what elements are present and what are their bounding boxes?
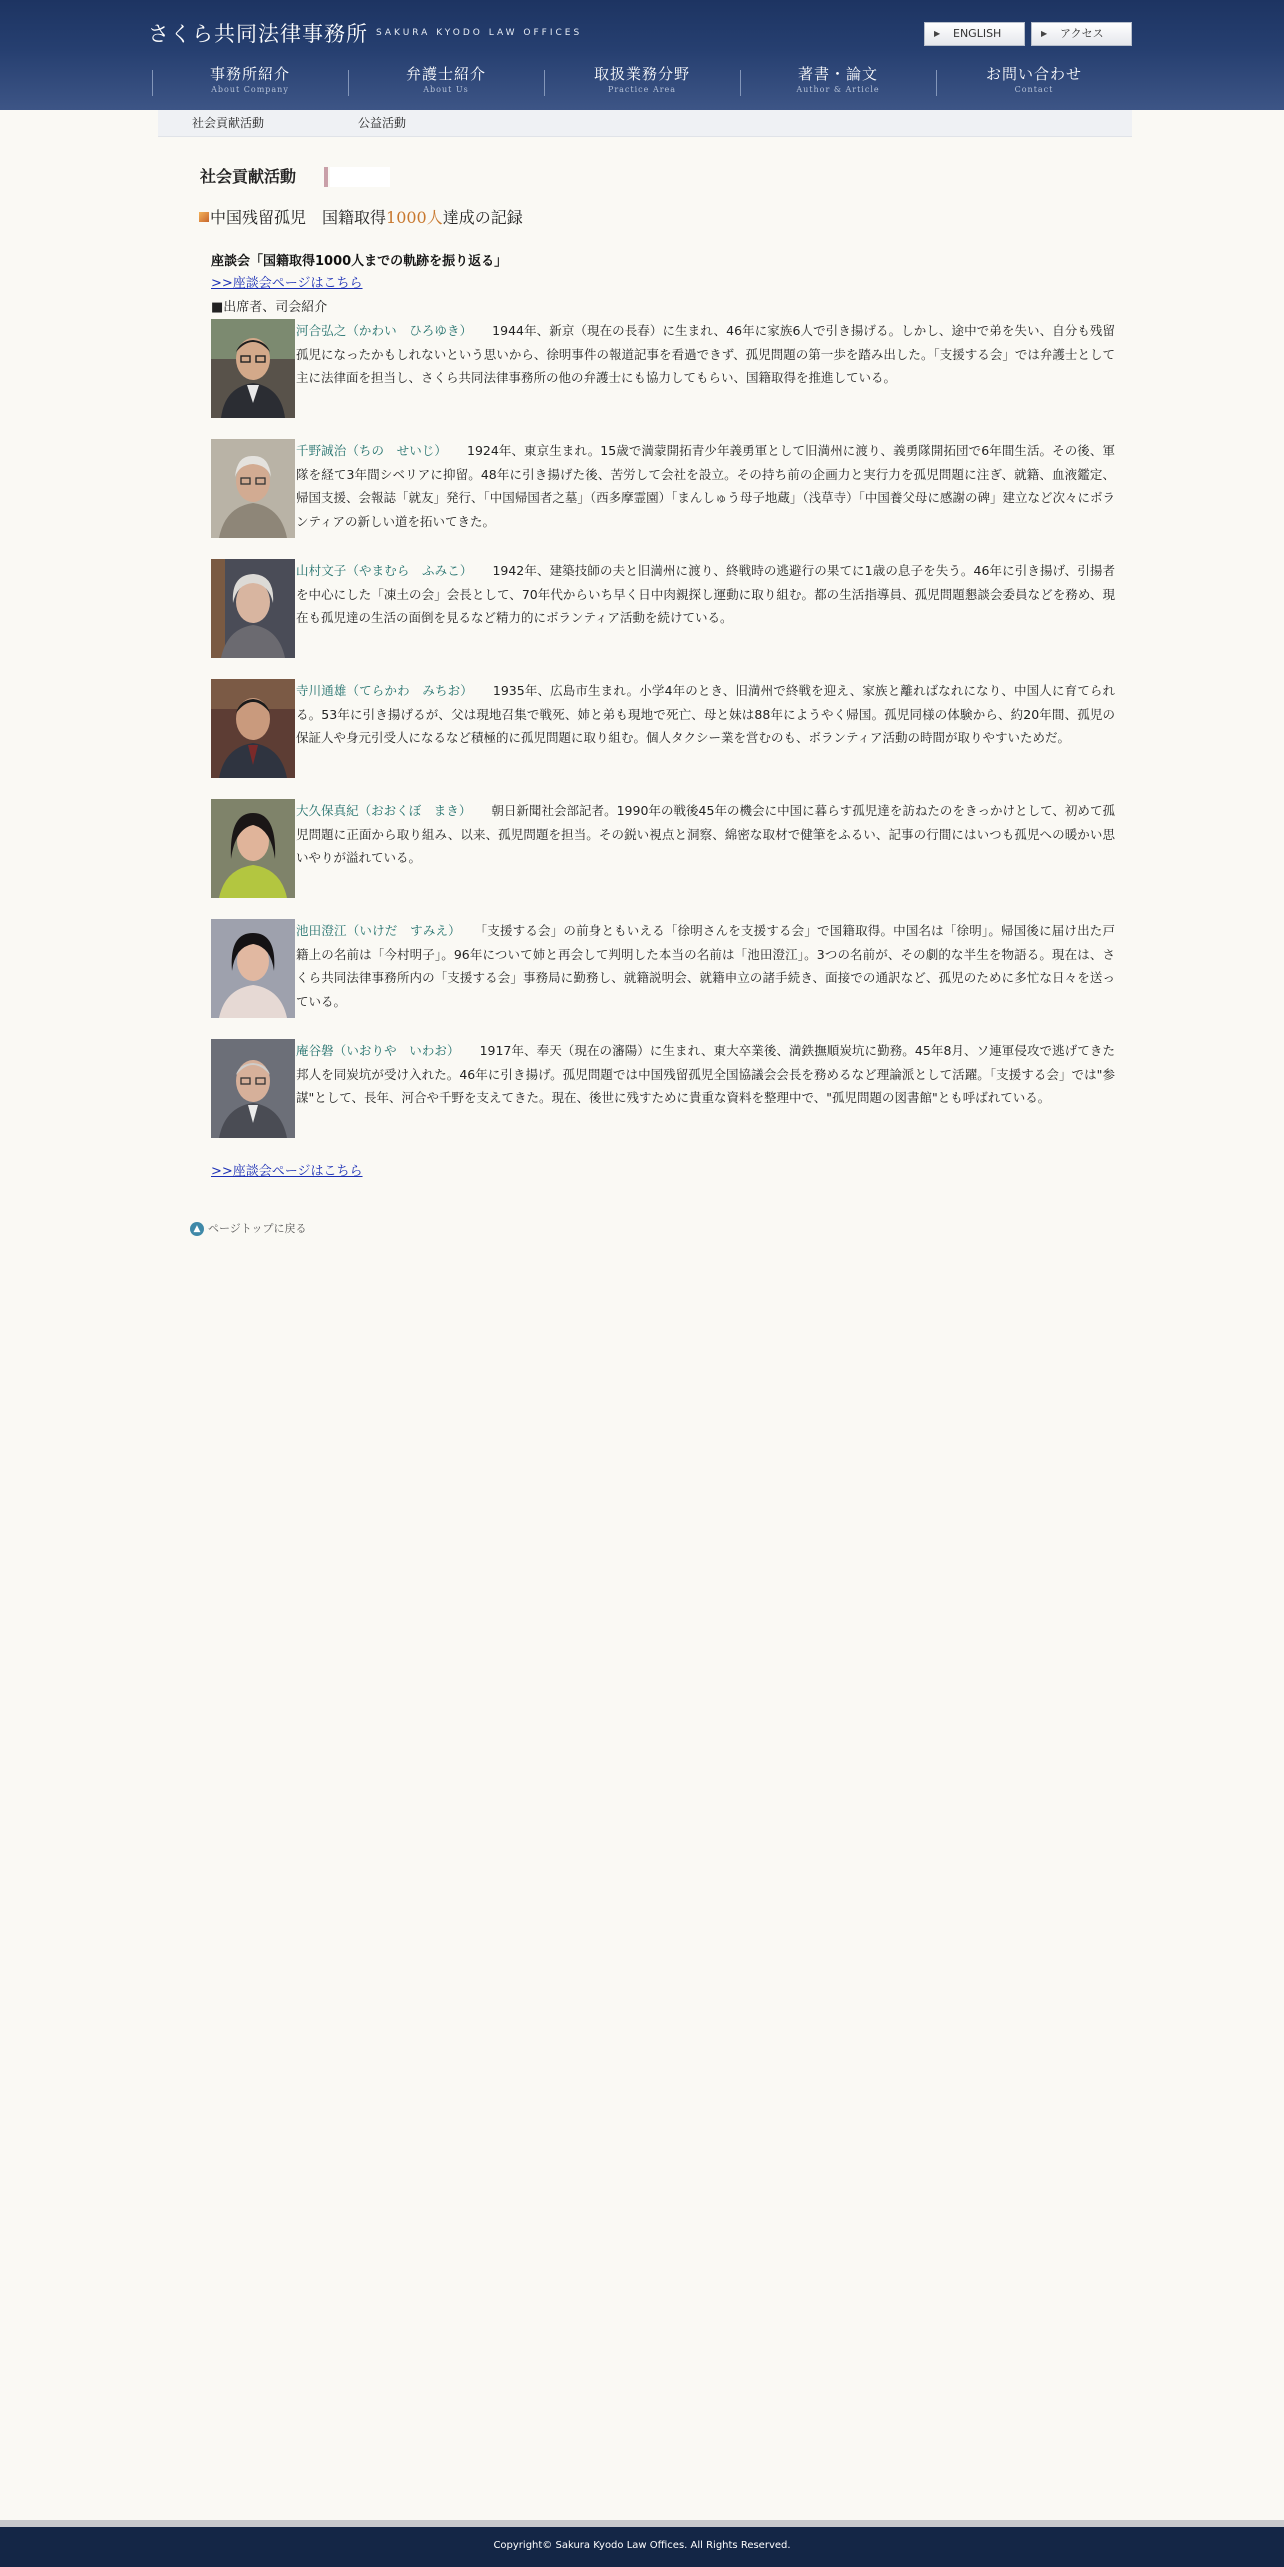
person-bio: 1944年、新京（現在の長春）に生まれ、46年に家族6人で引き揚げる。しかし、途中で弟を失い、自分も残留孤児になったかもしれないという思いから、徐明事件の報道記事を看過できず、孤児問題の第一歩を踏み出した。「支援する会」では弁護士として主に法律面を担当し、さくら共同法律事務所の他の弁護士にも協力してもらい、国籍取得を推進している。 [296,323,1115,386]
person-name: 大久保真紀（おおくぼ まき） [296,803,472,818]
person-entry [211,679,1115,750]
zadankai-title: 座談会「国籍取得1000人までの軌跡を振り返る」 [211,254,508,269]
person-photo [211,559,295,658]
page-title: 社会貢献活動 [200,167,297,186]
section-heading-highlight: 1000人 [386,208,443,227]
section-heading [210,205,523,228]
person-name: 庵谷磐（いおりや いわお） [296,1043,460,1058]
person-photo [211,1039,295,1138]
subnav-public-interest[interactable]: 公益活動 [358,116,407,130]
nav-item-about-us[interactable] [348,64,544,102]
person-entry [211,319,1115,390]
nav-item-contact[interactable] [936,64,1132,102]
nav-item-practice-area[interactable] [544,64,740,102]
section-heading-text: 中国残留孤児 国籍取得 [210,208,387,227]
nav-item-about-company[interactable] [152,64,348,102]
copyright-text: Copyright© Sakura Kyodo Law Offices. All Rights Reserved. [493,2540,791,2551]
nav-label-en: Contact [1014,85,1054,94]
person-name: 千野誠治（ちの せいじ） [296,443,447,458]
section-heading-text-end: 達成の記録 [442,208,523,227]
global-nav [152,64,1132,102]
page-top-label: ページトップに戻る [208,1222,307,1235]
title-accent-block [330,167,390,187]
site-footer [0,2527,1284,2567]
person-entry [211,439,1115,534]
person-name: 河合弘之（かわい ひろゆき） [296,323,473,338]
person-bio: 1935年、広島市生まれ。小学4年のとき、旧満州で終戦を迎え、家族と離ればなれになり、中国人に育てられる。53年に引き揚げるが、父は現地召集で戦死、姉と弟も現地で死亡、母と妹は88年にようやく帰国。孤児同様の体験から、約20年間、孤児の保証人や身元引受人になるなど積極的に孤児問題に取り組む。個人タクシー業を営むのも、ボランティア活動の時間が取りやすいためだ。 [296,683,1115,746]
nav-label-en: About Company [211,85,289,94]
play-arrow-icon: ▶ [1041,29,1048,38]
nav-item-author-article[interactable] [740,64,936,102]
access-button-label: アクセス [1060,27,1104,40]
person-bio: 1942年、建築技師の夫と旧満州に渡り、終戦時の逃避行の果てに1歳の息子を失う。46年に引き揚げ、引揚者を中心にした「凍土の会」会長として、70年代からいち早く日中肉親探し運動に取り組む。都の生活指導員、孤児問題懇談会委員などを務め、現在も孤児達の生活の面倒を見るなど精力的にボランティア活動を続けている。 [296,563,1115,626]
site-header [0,0,1284,110]
person-bio: 「支援する会」の前身ともいえる「徐明さんを支援する会」で国籍取得。中国名は「徐明」。帰国後に届け出た戸籍上の名前は「今村明子」。96年について姉と再会して判明した本当の名前は「池田澄江」。3つの名前が、その劇的な半生を物語る。現在は、さくら共同法律事務所内の「支援する会」事務局に勤務し、就籍説明会、就籍申立の諸手続き、面接での通訳など、孤児のために多忙な日々を送っている。 [296,923,1115,1010]
person-photo [211,799,295,898]
attendees-label: ■出席者、司会紹介 [211,300,328,315]
nav-label-en: Author & Article [796,85,880,94]
person-bio: 1917年、奉天（現在の瀋陽）に生まれ、東大卒業後、満鉄撫順炭坑に勤務。45年8月、ソ連軍侵攻で逃げてきた邦人を同炭坑が受け入れた。46年に引き揚げ。孤児問題では中国残留孤児全国協議会会長を務めるなど理論派として活躍。「支援する会」では"参謀"として、長年、河合や千野を支えてきた。現在、後世に残すために貴重な資料を整理中で、"孤児問題の図書館"とも呼ばれている。 [296,1043,1115,1106]
nav-label-jp: 著書・論文 [797,65,878,83]
nav-label-en: Practice Area [607,85,677,94]
title-accent-bar [324,167,328,187]
arrow-up-icon: ▲ [190,1222,204,1236]
english-button[interactable] [924,22,1025,46]
person-photo [211,679,295,778]
person-name: 山村文子（やまむら ふみこ） [296,563,473,578]
zadankai-page-link[interactable]: >>座談会ページはこちら [211,276,363,291]
person-name: 池田澄江（いけだ すみえ） [296,923,461,938]
access-button[interactable] [1031,22,1132,46]
play-arrow-icon: ▶ [934,29,941,38]
nav-label-jp: 弁護士紹介 [405,65,486,83]
nav-label-en: About Us [423,85,469,94]
subnav-social-contribution[interactable]: 社会貢献活動 [192,116,265,130]
sub-nav [158,110,1132,137]
person-entry [211,799,1115,870]
nav-label-jp: 取扱業務分野 [593,65,690,83]
person-bio: 1924年、東京生まれ。15歳で満蒙開拓青少年義勇軍として旧満州に渡り、義勇隊開拓団で6年間生活。その後、軍隊を経て3年間シベリアに抑留。48年に引き揚げた後、苦労して会社を設立。その持ち前の企画力と実行力を孤児問題に注ぎ、就籍、血液鑑定、帰国支援、会報誌「就友」発行、「中国帰国者之墓」（西多摩霊園）「まんしゅう母子地蔵」（浅草寺）「中国養父母に感謝の碑」建立など次々にボランティアの新しい道を拓いてきた。 [296,443,1115,530]
page-top-link[interactable] [190,1220,306,1236]
person-name: 寺川通雄（てらかわ みちお） [296,683,473,698]
person-photo [211,319,295,418]
logo-english: SAKURA KYODO LAW OFFICES [376,28,583,38]
person-entry [211,1039,1115,1110]
english-button-label: ENGLISH [953,27,1002,40]
site-logo[interactable] [148,18,582,48]
nav-label-jp: お問い合わせ [985,65,1082,83]
person-bio: 朝日新聞社会部記者。1990年の戦後45年の機会に中国に暮らす孤児達を訪ねたのをきっかけとして、初めて孤児問題に正面から取り組み、以来、孤児問題を担当。その鋭い視点と洞察、綿密な取材で健筆をふるい、記事の行間にはいつも孤児への暖かい思いやりが溢れている。 [296,803,1115,866]
person-entry [211,559,1115,630]
logo-japanese: さくら共同法律事務所 [148,22,368,46]
person-entry [211,919,1115,1014]
nav-label-jp: 事務所紹介 [209,65,290,83]
zadankai-page-link-bottom[interactable]: >>座談会ページはこちら [211,1164,363,1179]
footer-divider [0,2520,1284,2527]
person-photo [211,919,295,1018]
square-bullet-icon [199,212,209,222]
person-photo [211,439,295,538]
